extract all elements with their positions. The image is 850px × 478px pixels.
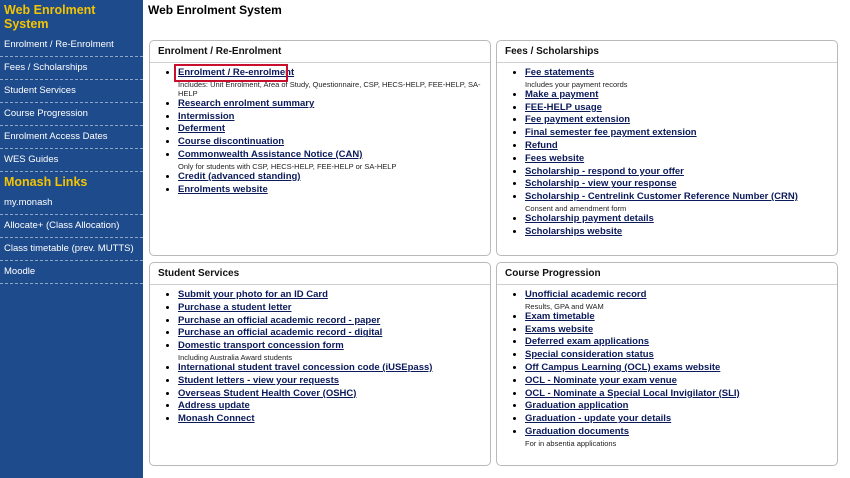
list-item	[525, 67, 829, 89]
list-item	[525, 289, 829, 311]
list-item	[525, 349, 829, 362]
list-item	[178, 171, 482, 184]
list-item	[178, 340, 482, 362]
link-scholarships-website[interactable]: Scholarships website	[525, 225, 623, 237]
link-exam-timetable[interactable]: Exam timetable	[525, 310, 595, 322]
link-scholarship-centrelink-customer-reference-number-crn[interactable]: Scholarship - Centrelink Customer Reference Number (CRN)	[525, 191, 798, 203]
link-credit-advanced-standing[interactable]: Credit (advanced standing)	[178, 170, 301, 182]
list-item	[525, 311, 829, 324]
link-fee-statements[interactable]: Fee statements	[525, 67, 595, 78]
link-off-campus-learning-ocl-exams-website[interactable]: Off Campus Learning (OCL) exams website	[525, 361, 721, 373]
list-item	[178, 136, 482, 149]
list-item	[525, 102, 829, 115]
list-item	[178, 111, 482, 124]
link-deferred-exam-applications[interactable]: Deferred exam applications	[525, 336, 650, 348]
sidebar-item-enrolment[interactable]: Enrolment / Re-Enrolment	[0, 34, 143, 57]
link-address-update[interactable]: Address update	[178, 400, 250, 412]
link-note: Only for students with CSP, HECS-HELP, FEE-HELP or SA-HELP	[178, 161, 397, 171]
link-note: Consent and amendment form	[525, 203, 627, 213]
list-item	[178, 375, 482, 388]
link-scholarship-payment-details[interactable]: Scholarship payment details	[525, 212, 654, 224]
sidebar-item-student-services[interactable]: Student Services	[0, 80, 143, 103]
link-scholarship-respond-to-your-offer[interactable]: Scholarship - respond to your offer	[525, 165, 684, 177]
link-ocl-nominate-your-exam-venue[interactable]: OCL - Nominate your exam venue	[525, 374, 677, 386]
sidebar-section-monash-links: Monash Links	[4, 175, 88, 189]
page-title: Web Enrolment System	[148, 3, 282, 17]
link-enrolments-website[interactable]: Enrolments website	[178, 183, 268, 195]
link-note: Includes your payment records	[525, 79, 628, 89]
link-submit-your-photo-for-an-id-card[interactable]: Submit your photo for an ID Card	[178, 289, 328, 300]
list-item	[525, 362, 829, 375]
list-item	[525, 336, 829, 349]
sidebar-link-my-monash[interactable]: my.monash	[0, 192, 143, 215]
panel-student-services	[149, 262, 491, 466]
link-fee-payment-extension[interactable]: Fee payment extension	[525, 114, 631, 126]
link-ocl-nominate-a-special-local-invigilator-sli[interactable]: OCL - Nominate a Special Local Invigilator (SLI)	[525, 387, 740, 399]
sidebar-item-fees[interactable]: Fees / Scholarships	[0, 57, 143, 80]
link-special-consideration-status[interactable]: Special consideration status	[525, 349, 654, 361]
list-item	[178, 400, 482, 413]
list-item	[178, 289, 482, 302]
highlight-box	[174, 64, 288, 82]
link-make-a-payment[interactable]: Make a payment	[525, 88, 599, 100]
panel-title: Fees / Scholarships	[497, 41, 837, 63]
list-item	[178, 302, 482, 315]
link-student-letters-view-your-requests[interactable]: Student letters - view your requests	[178, 374, 340, 386]
list-item	[525, 213, 829, 226]
link-exams-website[interactable]: Exams website	[525, 323, 594, 335]
list-item	[525, 166, 829, 179]
link-research-enrolment-summary[interactable]: Research enrolment summary	[178, 97, 315, 109]
list-item	[525, 89, 829, 102]
link-note: Including Australia Award students	[178, 352, 293, 362]
list-item	[178, 327, 482, 340]
list-item	[525, 178, 829, 191]
link-list	[505, 67, 829, 239]
link-list	[505, 289, 829, 448]
list-item	[525, 140, 829, 153]
list-item	[178, 98, 482, 111]
panel-course-progression	[496, 262, 838, 466]
list-item	[178, 413, 482, 426]
panel-title: Student Services	[150, 263, 490, 285]
link-note: Includes: Unit Enrolment, Area of Study, Questionnaire, CSP, HECS-HELP, FEE-HELP, SA-HELP	[178, 79, 481, 98]
link-enrolment-re-enrolment[interactable]: Enrolment / Re-enrolment	[178, 67, 295, 78]
sidebar-item-wes-guides[interactable]: WES Guides	[0, 149, 143, 172]
list-item	[178, 149, 482, 171]
sidebar-link-class-timetable[interactable]: Class timetable (prev. MUTTS)	[0, 238, 143, 261]
link-course-discontinuation[interactable]: Course discontinuation	[178, 136, 285, 148]
link-refund[interactable]: Refund	[525, 139, 558, 151]
panel-fees	[496, 40, 838, 256]
link-deferment[interactable]: Deferment	[178, 123, 225, 135]
list-item	[525, 226, 829, 239]
link-note: Results, GPA and WAM	[525, 301, 604, 311]
list-item	[525, 375, 829, 388]
link-graduation-update-your-details[interactable]: Graduation - update your details	[525, 413, 672, 425]
list-item	[525, 153, 829, 166]
link-final-semester-fee-payment-extension[interactable]: Final semester fee payment extension	[525, 127, 697, 139]
sidebar-link-allocate[interactable]: Allocate+ (Class Allocation)	[0, 215, 143, 238]
panel-title: Enrolment / Re-Enrolment	[150, 41, 490, 63]
list-item	[525, 426, 829, 448]
list-item	[525, 388, 829, 401]
link-domestic-transport-concession-form[interactable]: Domestic transport concession form	[178, 340, 344, 352]
list-item	[525, 127, 829, 140]
list-item	[178, 388, 482, 401]
link-list	[158, 67, 482, 196]
link-graduation-documents[interactable]: Graduation documents	[525, 425, 629, 437]
sidebar-title: Web Enrolment System	[4, 3, 96, 31]
link-monash-connect[interactable]: Monash Connect	[178, 413, 255, 425]
link-fees-website[interactable]: Fees website	[525, 152, 585, 164]
link-list	[158, 289, 482, 426]
list-item	[178, 362, 482, 375]
link-purchase-a-student-letter[interactable]: Purchase a student letter	[178, 301, 292, 313]
link-overseas-student-health-cover-oshc[interactable]: Overseas Student Health Cover (OSHC)	[178, 387, 357, 399]
link-purchase-an-official-academic-record-paper[interactable]: Purchase an official academic record - paper	[178, 314, 381, 326]
list-item	[525, 324, 829, 337]
link-fee-help-usage[interactable]: FEE-HELP usage	[525, 101, 602, 113]
link-intermission[interactable]: Intermission	[178, 110, 235, 122]
link-international-student-travel-concession-code-iusepass[interactable]: International student travel concession code (iUSEpass)	[178, 361, 433, 373]
link-graduation-application[interactable]: Graduation application	[525, 400, 629, 412]
link-commonwealth-assistance-notice-can[interactable]: Commonwealth Assistance Notice (CAN)	[178, 148, 363, 160]
list-item	[525, 400, 829, 413]
list-item	[178, 184, 482, 197]
sidebar-link-moodle[interactable]: Moodle	[0, 261, 143, 284]
sidebar	[0, 0, 143, 478]
list-item	[525, 413, 829, 426]
link-note: For in absentia applications	[525, 438, 617, 448]
link-unofficial-academic-record[interactable]: Unofficial academic record	[525, 289, 647, 300]
list-item	[178, 123, 482, 136]
link-scholarship-view-your-response[interactable]: Scholarship - view your response	[525, 178, 677, 190]
list-item	[525, 191, 829, 213]
link-purchase-an-official-academic-record-digital[interactable]: Purchase an official academic record - digital	[178, 327, 383, 339]
list-item	[525, 114, 829, 127]
sidebar-item-access-dates[interactable]: Enrolment Access Dates	[0, 126, 143, 149]
list-item	[178, 315, 482, 328]
panel-title: Course Progression	[497, 263, 837, 285]
sidebar-item-course-progression[interactable]: Course Progression	[0, 103, 143, 126]
